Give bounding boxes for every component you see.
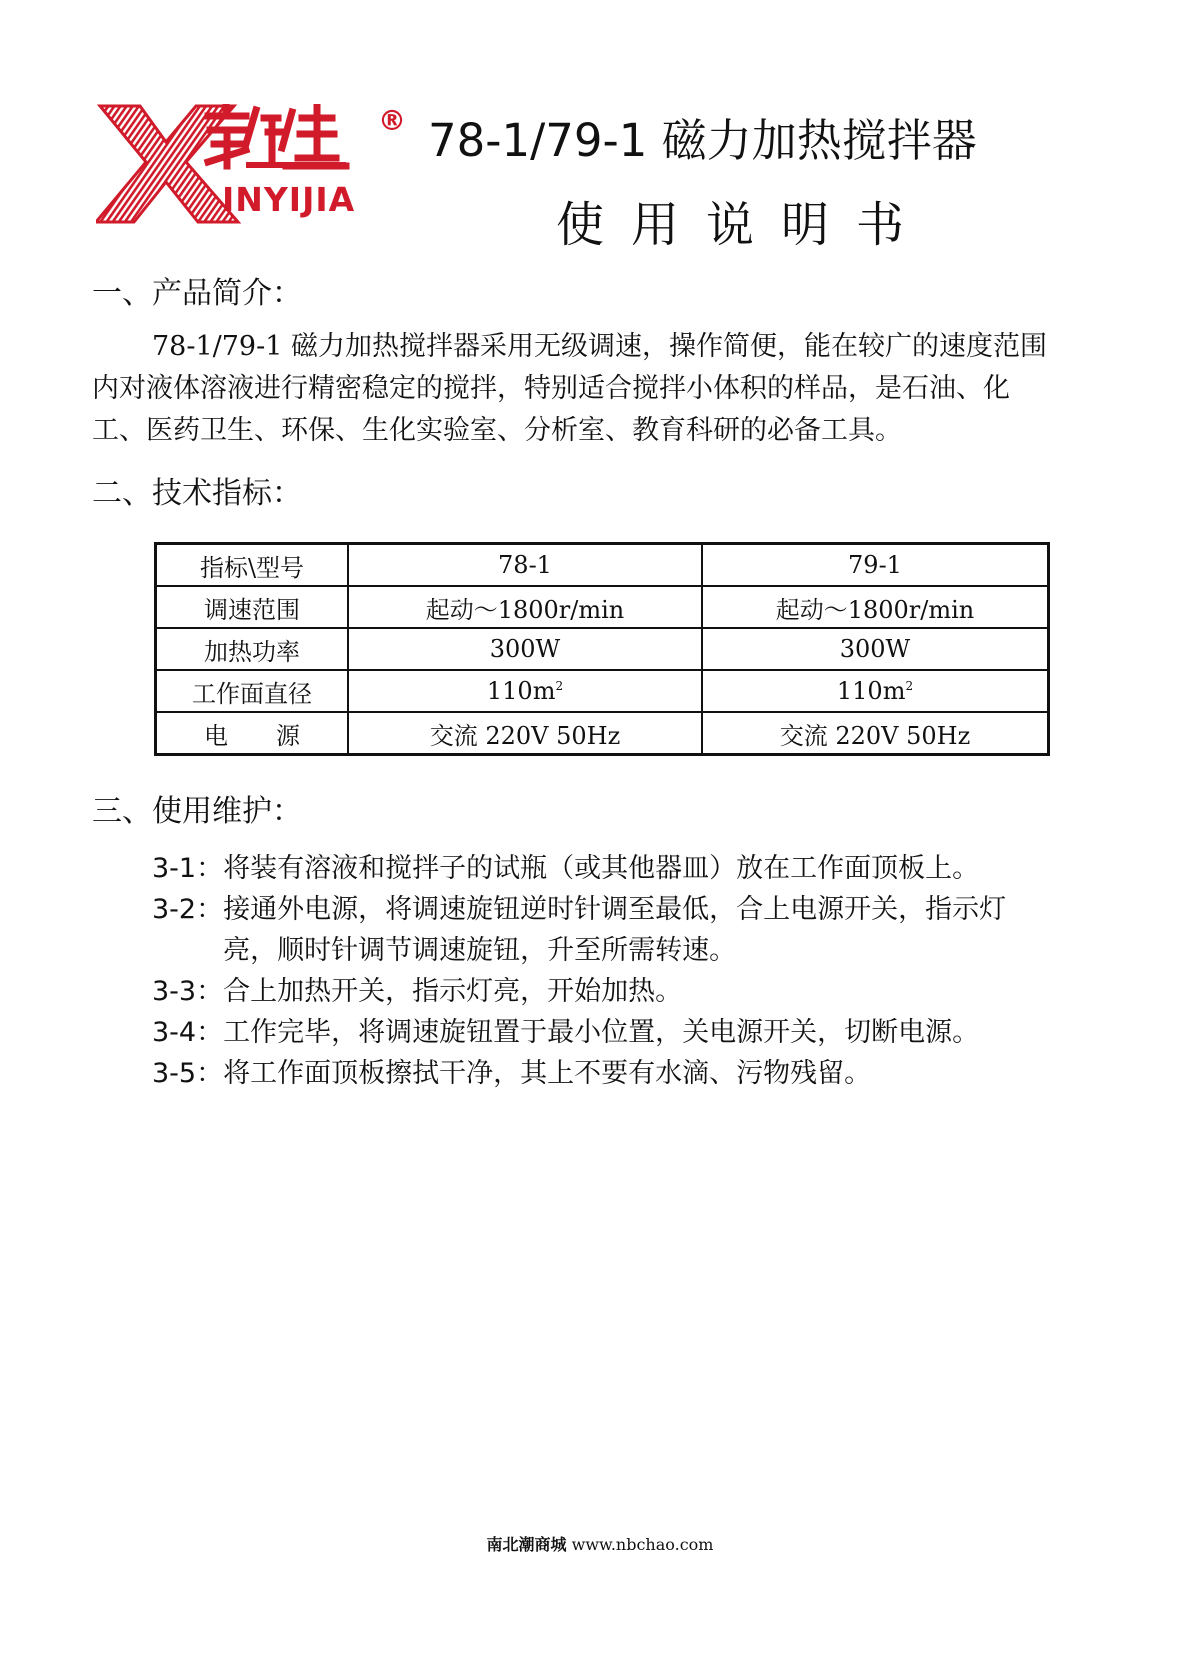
table-cell: 电 源: [156, 712, 349, 755]
table-cell: 300W: [348, 628, 702, 670]
table-cell: 交流 220V 50Hz: [348, 712, 702, 755]
list-item: [152, 1012, 1122, 1053]
table-cell: [702, 670, 1049, 712]
page-footer: [0, 1532, 1200, 1555]
table-cell: 起动～1800r/min: [348, 586, 702, 628]
table-row: [156, 586, 1049, 628]
table-row: [156, 712, 1049, 755]
step-number: 3-3：: [152, 976, 224, 1007]
table-cell: 交流 220V 50Hz: [702, 712, 1049, 755]
table-header-row: [156, 544, 1049, 587]
document-title: 78-1/79-1 磁力加热搅拌器: [428, 114, 977, 167]
brand-logo: [96, 104, 396, 224]
list-item: [152, 1053, 1122, 1094]
paragraph-line: 工、医药卫生、环保、生化实验室、分析室、教育科研的必备工具。: [92, 415, 902, 446]
step-number: 3-2：: [152, 894, 224, 925]
intro-paragraph: [92, 326, 1116, 452]
table-cell: 起动～1800r/min: [702, 586, 1049, 628]
list-item: [152, 971, 1122, 1012]
table-cell: 加热功率: [156, 628, 349, 670]
list-item: [152, 889, 1122, 971]
table-header-cell: 79-1: [702, 544, 1049, 587]
table-cell: 调速范围: [156, 586, 349, 628]
table-header-cell: 指标\型号: [156, 544, 349, 587]
step-number: 3-5：: [152, 1058, 224, 1089]
table-cell: 300W: [702, 628, 1049, 670]
superscript: 2: [905, 679, 914, 693]
table-cell-value: 110m: [486, 677, 556, 705]
section-heading-usage: 三、使用维护：: [92, 794, 302, 829]
paragraph-line: 78-1/79-1 磁力加热搅拌器采用无级调速，操作简便，能在较广的速度范围: [152, 331, 1047, 362]
section-heading-specs: 二、技术指标：: [92, 476, 302, 511]
step-text: 合上加热开关，指示灯亮，开始加热。: [223, 976, 683, 1007]
step-text: 将工作面顶板擦拭干净，其上不要有水滴、污物残留。: [223, 1058, 872, 1089]
paragraph-line: 内对液体溶液进行精密稳定的搅拌，特别适合搅拌小体积的样品，是石油、化: [92, 373, 1010, 404]
usage-steps: [152, 848, 1122, 1094]
table-header-cell: 78-1: [348, 544, 702, 587]
table-cell: [348, 670, 702, 712]
footer-brand: 南北潮商城: [486, 1535, 567, 1554]
step-text: 工作完毕，将调速旋钮置于最小位置，关电源开关，切断电源。: [223, 1017, 980, 1048]
step-text: 亮，顺时针调节调速旋钮，升至所需转速。: [223, 935, 737, 966]
registered-mark: ®: [378, 104, 406, 137]
step-text: 将装有溶液和搅拌子的试瓶（或其他器皿）放在工作面顶板上。: [223, 853, 980, 884]
table-cell-value: 110m: [836, 677, 906, 705]
table-cell: 工作面直径: [156, 670, 349, 712]
step-text: 接通外电源，将调速旋钮逆时针调至最低，合上电源开关，指示灯: [223, 894, 1007, 925]
step-number: 3-4：: [152, 1017, 224, 1048]
table-row: [156, 628, 1049, 670]
spec-table: [154, 542, 1050, 756]
footer-url: www.nbchao.com: [571, 1535, 714, 1554]
logo-wordmark: INYIJIA: [222, 180, 356, 219]
step-number: 3-1：: [152, 853, 224, 884]
section-heading-intro: 一、产品简介：: [92, 276, 302, 311]
table-row: [156, 670, 1049, 712]
document-subtitle: 使用说明书: [556, 197, 932, 253]
superscript: 2: [555, 679, 564, 693]
list-item: [152, 848, 1122, 889]
